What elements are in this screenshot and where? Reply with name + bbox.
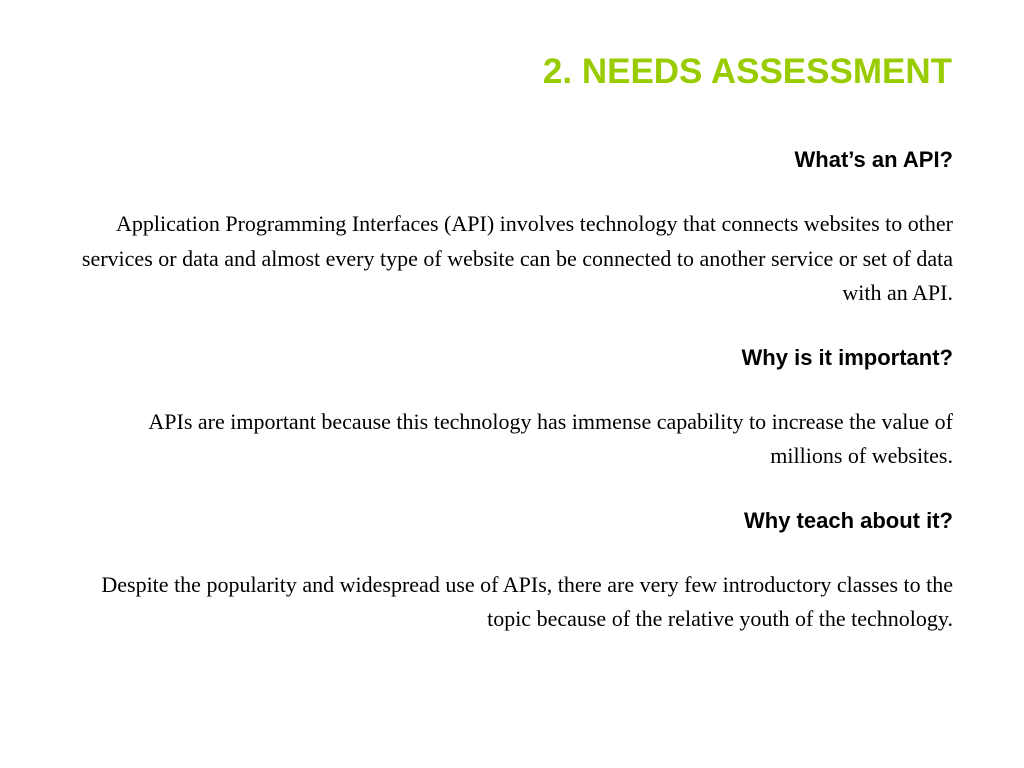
section-body-why-important: APIs are important because this technology has immense capability to increase the value of millions of websites. (148, 408, 953, 468)
slide-content (73, 145, 953, 637)
section-heading-what: What’s an API? (794, 147, 953, 172)
section-heading-why-teach: Why teach about it? (744, 507, 953, 533)
slide-title: 2. NEEDS ASSESSMENT (542, 52, 952, 91)
section-heading-why-important: Why is it important? (741, 344, 953, 370)
section-body-why-teach: Despite the popularity and widespread use of APIs, there are very few introductory classes to the topic because of the relative youth of the technology. (101, 571, 953, 631)
section-body-what: Application Programming Interfaces (API) involves technology that connects websites to other services or data and almost every type of website can be connected to another service or set of data with an API. (81, 211, 953, 305)
